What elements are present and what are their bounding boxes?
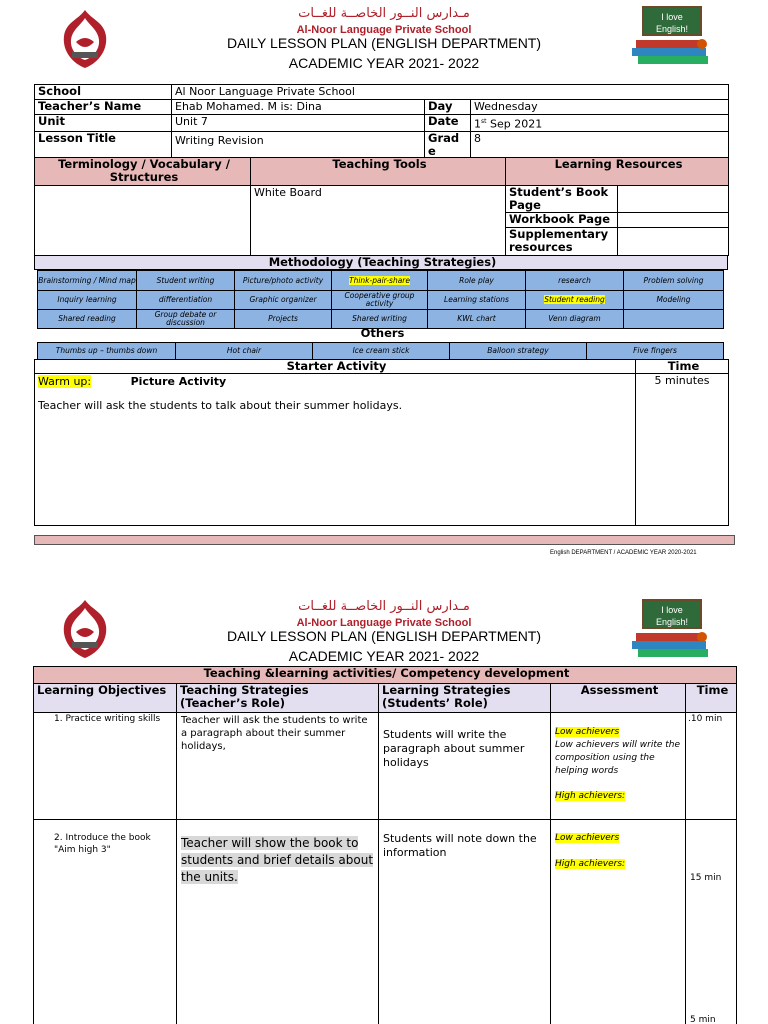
teacher-role-cell: Teacher will ask the students to write a paragraph about their summer holidays, <box>177 713 379 820</box>
others-title-table <box>34 327 728 340</box>
strategy-cell: Graphic organizer <box>235 291 332 310</box>
strategies-row-2 <box>38 291 724 310</box>
page-footer: English DEPARTMENT / ACADEMIC YEAR 2020-2021 <box>550 550 697 556</box>
other-strategy-cell: Five fingers <box>587 343 724 360</box>
academic-year: ACADEMIC YEAR 2021- 2022 <box>288 55 480 71</box>
strategy-cell: KWL chart <box>428 310 526 329</box>
strategy-cell: Inquiry learning <box>38 291 137 310</box>
other-strategy-cell: Thumbs up – thumbs down <box>38 343 176 360</box>
students-book-value <box>618 186 729 213</box>
low-achievers-label: Low achievers <box>555 833 620 843</box>
page-divider-bar <box>34 535 735 545</box>
students-role-cell: Students will note down the information <box>379 820 551 1024</box>
supplementary-value <box>618 228 729 256</box>
other-strategy-cell: Hot chair <box>176 343 313 360</box>
workbook-value <box>618 213 729 228</box>
objective-cell: 1. Practice writing skills <box>34 713 177 820</box>
strategy-cell: Learning stations <box>428 291 526 310</box>
teaching-tools-header: Teaching Tools <box>251 158 506 186</box>
warmup-time: 5 minutes <box>636 374 729 526</box>
school-name-english: Al-Noor Language Private School <box>296 617 472 629</box>
assessment-cell <box>551 713 686 820</box>
strategy-cell: Problem solving <box>624 271 724 291</box>
teacher-value: Ehab Mohamed. M is: Dina <box>172 100 425 115</box>
strategy-cell <box>624 310 724 329</box>
strategy-cell: Role play <box>428 271 526 291</box>
header-assessment: Assessment <box>551 684 686 713</box>
high-achievers-label: High achievers: <box>555 859 626 869</box>
learning-resources-header: Learning Resources <box>506 158 729 186</box>
header-students-role: Learning Strategies (Students’ Role) <box>379 684 551 713</box>
lesson-title-label: Lesson Title <box>35 131 172 160</box>
date-value: 1st Sep 2021 <box>471 115 729 132</box>
starter-activity-table <box>34 359 729 526</box>
books-icon <box>632 38 712 68</box>
strategy-cell: Group debate or discussion <box>137 310 235 329</box>
date-label: Date <box>425 115 471 132</box>
activity-row <box>34 713 737 820</box>
strategy-cell: Cooperative group activity <box>332 291 428 310</box>
school-label: School <box>35 85 172 100</box>
school-value: Al Noor Language Private School <box>172 85 729 100</box>
other-strategy-cell: Balloon strategy <box>450 343 587 360</box>
time-header: Time <box>636 360 729 374</box>
strategy-cell: Think-pair-share <box>332 271 428 291</box>
header-teacher-role: Teaching Strategies (Teacher’s Role) <box>177 684 379 713</box>
others-title: Others <box>360 327 405 340</box>
starter-activity-header: Starter Activity <box>35 360 636 374</box>
activity-row <box>34 820 737 1024</box>
strategy-cell: Brainstorming / Mind map <box>38 271 137 291</box>
school-name-english: Al-Noor Language Private School <box>296 24 472 36</box>
plan-title: DAILY LESSON PLAN (ENGLISH DEPARTMENT) <box>226 35 542 51</box>
school-name-arabic: مـدارس النــور الخاصــة للغــات <box>298 599 470 614</box>
students-role-cell: Students will write the paragraph about summer holidays <box>379 713 551 820</box>
time-value-2: 5 min <box>690 1015 716 1024</box>
unit-label: Unit <box>35 115 172 132</box>
strategies-table <box>37 270 724 329</box>
low-achievers-text: Low achievers will write the composition using the helping words <box>555 740 681 776</box>
day-value: Wednesday <box>471 100 729 115</box>
strategy-cell: Venn diagram <box>526 310 624 329</box>
students-book-label: Student’s Book Page <box>506 186 618 213</box>
header-time: Time <box>686 684 737 713</box>
supplementary-label: Supplementary resources <box>506 228 618 256</box>
strategy-cell: differentiation <box>137 291 235 310</box>
low-achievers-label: Low achievers <box>555 727 620 737</box>
plan-title: DAILY LESSON PLAN (ENGLISH DEPARTMENT) <box>226 628 542 644</box>
terminology-cell <box>35 186 251 256</box>
high-achievers-label: High achievers: <box>555 791 626 801</box>
other-strategy-cell: Ice cream stick <box>313 343 450 360</box>
warmup-text: Teacher will ask the students to talk about their summer holidays. <box>38 399 403 412</box>
grade-value: 8 <box>471 131 729 160</box>
lesson-info-table <box>34 84 729 161</box>
strategy-cell: Student writing <box>137 271 235 291</box>
methodology-title: Methodology (Teaching Strategies) <box>35 256 728 270</box>
school-name-arabic: مـدارس النــور الخاصــة للغــات <box>298 6 470 21</box>
assessment-cell <box>551 820 686 1024</box>
teacher-label: Teacher’s Name <box>35 100 172 115</box>
warmup-activity: Picture Activity <box>130 375 227 388</box>
strategy-cell: Shared reading <box>38 310 137 329</box>
terminology-header: Terminology / Vocabulary / Structures <box>35 158 251 186</box>
unit-value: Unit 7 <box>172 115 425 132</box>
time-cell <box>686 820 737 1024</box>
grade-label: Grad e <box>425 131 471 160</box>
strategy-cell: Student reading <box>526 291 624 310</box>
books-icon <box>632 631 712 661</box>
lesson-title-value: Writing Revision <box>172 131 425 160</box>
activities-table <box>33 666 737 1024</box>
time-value: 15 min <box>690 873 722 883</box>
i-love-english-badge: I love English! <box>642 6 702 36</box>
methodology-title-table <box>34 255 728 270</box>
others-table <box>37 342 724 360</box>
resources-table <box>34 157 729 256</box>
section-title: Teaching &learning activities/ Competency development <box>34 667 737 684</box>
strategy-cell: Shared writing <box>332 310 428 329</box>
objective-cell: 2. Introduce the book "Aim high 3" <box>34 820 177 1024</box>
strategy-cell: Picture/photo activity <box>235 271 332 291</box>
header-objectives: Learning Objectives <box>34 684 177 713</box>
strategy-cell: Modeling <box>624 291 724 310</box>
warmup-label: Warm up: <box>38 375 92 388</box>
workbook-label: Workbook Page <box>506 213 618 228</box>
academic-year: ACADEMIC YEAR 2021- 2022 <box>288 648 480 664</box>
strategy-cell: research <box>526 271 624 291</box>
others-row <box>38 343 724 360</box>
i-love-english-badge: I love English! <box>642 599 702 629</box>
strategies-row-1 <box>38 271 724 291</box>
strategy-cell: Projects <box>235 310 332 329</box>
day-label: Day <box>425 100 471 115</box>
teacher-role-cell: Teacher will show the book to students and brief details about the units. <box>177 820 379 1024</box>
strategies-row-3 <box>38 310 724 329</box>
time-cell: .10 min <box>686 713 737 820</box>
starter-activity-content <box>35 374 636 526</box>
teaching-tools-value: White Board <box>251 186 506 256</box>
